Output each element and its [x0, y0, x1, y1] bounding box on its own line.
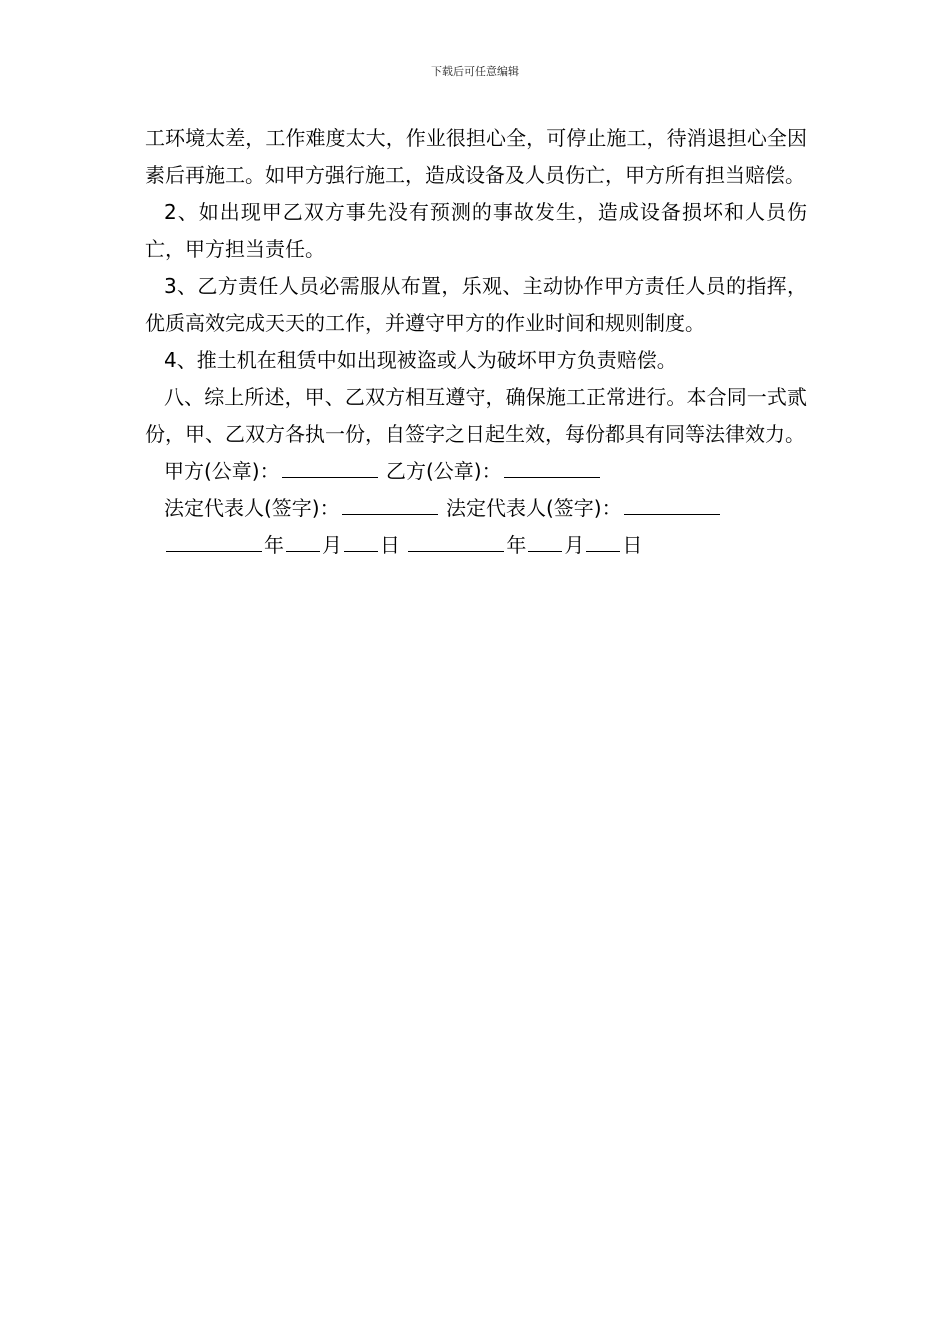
date-a-day-blank — [344, 531, 378, 552]
paragraph-continuation: 工环境太差，工作难度太大，作业很担心全，可停止施工，待消退担心全因素后再施工。如甲方强行施工，造成设备及人员伤亡，甲方所有担当赔偿。 — [145, 126, 807, 187]
page-header-note: 下载后可任意编辑 — [431, 65, 519, 78]
date-b-year: 年 — [506, 533, 527, 557]
date-a-year: 年 — [264, 533, 284, 557]
date-a-day: 日 — [380, 533, 400, 557]
rep-b-blank — [624, 494, 720, 515]
clause-4: 4、推土机在租赁中如出现被盗或人为破坏甲方负责赔偿。 — [164, 348, 677, 372]
party-a-seal-blank — [282, 457, 378, 478]
clause-2: 2、如出现甲乙双方事先没有预测的事故发生，造成设备损坏和人员伤亡，甲方担当责任。 — [145, 200, 807, 261]
date-b-month: 月 — [564, 533, 585, 557]
date-b-day: 日 — [622, 533, 643, 557]
rep-a-label: 法定代表人(签字)： — [164, 496, 340, 520]
document-body — [145, 120, 807, 564]
date-a-month-blank — [286, 531, 320, 552]
party-b-seal-label: 乙方(公章)： — [385, 459, 502, 483]
section-8: 八、综上所述，甲、乙双方相互遵守，确保施工正常进行。本合同一式贰份，甲、乙双方各执一份，自签字之日起生效，每份都具有同等法律效力。 — [145, 385, 807, 446]
representative-line — [145, 490, 807, 527]
date-b-month-blank — [528, 531, 562, 552]
party-b-seal-blank — [504, 457, 600, 478]
date-line — [145, 527, 807, 564]
clause-3: 3、乙方责任人员必需服从布置，乐观、主动协作甲方责任人员的指挥，优质高效完成天天的工作，并遵守甲方的作业时间和规则制度。 — [145, 274, 807, 335]
rep-a-blank — [342, 494, 438, 515]
date-b-year-blank — [408, 531, 504, 552]
date-a-year-blank — [166, 531, 262, 552]
seal-line — [145, 453, 807, 490]
date-a-month: 月 — [322, 533, 342, 557]
party-a-seal-label: 甲方(公章)： — [164, 459, 280, 483]
rep-b-label: 法定代表人(签字)： — [445, 496, 622, 520]
date-b-day-blank — [586, 531, 620, 552]
